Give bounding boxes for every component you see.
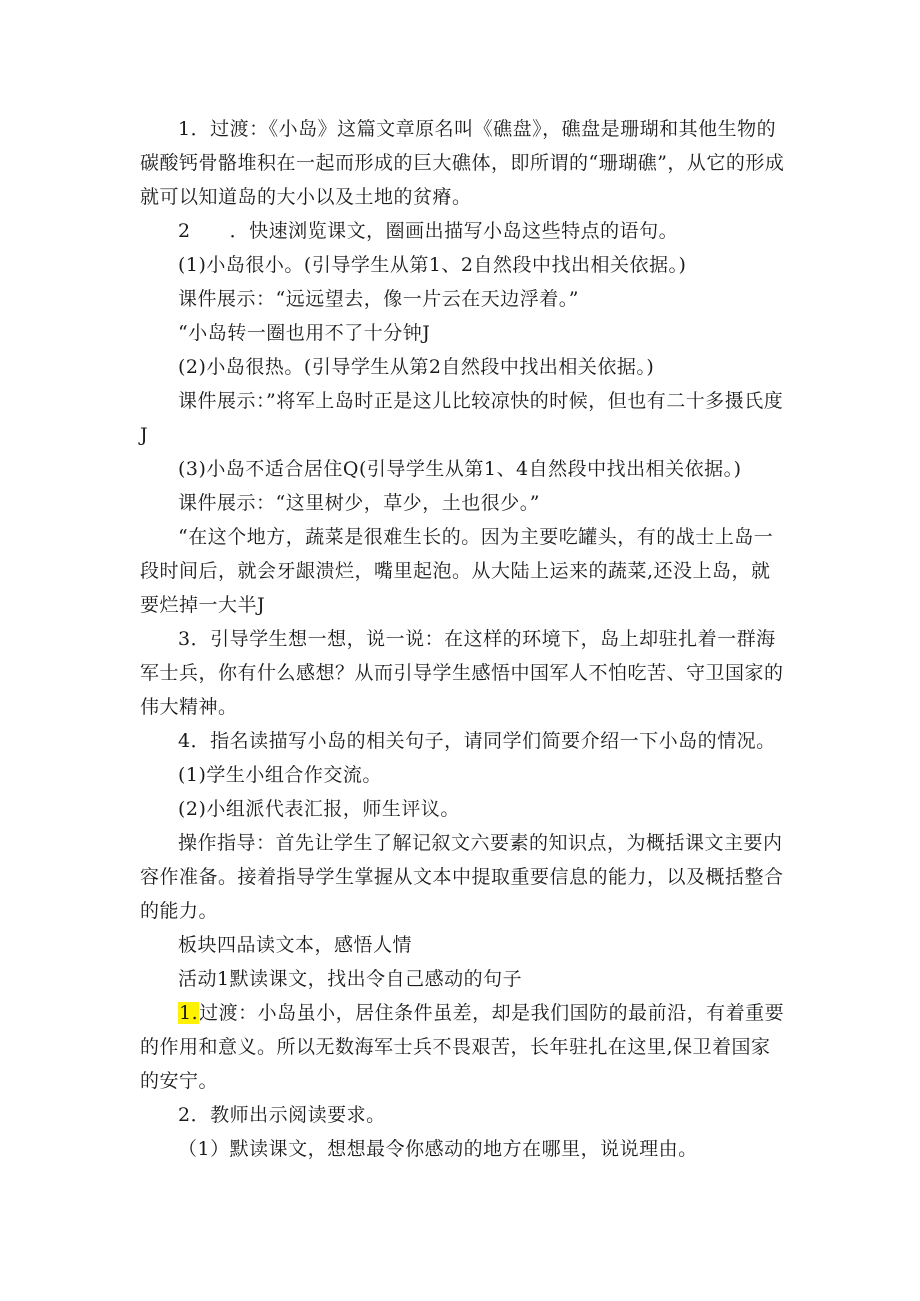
paragraph-5: “小岛转一圈也用不了十分钟J bbox=[178, 322, 431, 344]
paragraph-13: (1)学生小组合作交流。 bbox=[178, 764, 382, 786]
paragraph-8: (3)小岛不适合居住Q(引导学生从第1、4自然段中找出相关依据。) bbox=[178, 458, 742, 480]
paragraph-15: 操作指导：首先让学生了解记叙文六要素的知识点，为概括课文主要内容作准备。接着指导学生掌握从文本中提取重要信息的能力，以及概括整合的能力。 bbox=[140, 832, 784, 922]
document-body bbox=[140, 112, 790, 1166]
highlighted-paragraph bbox=[140, 996, 790, 1098]
paragraph-1: 1．过渡：《小岛》这篇文章原名叫《礁盘》，礁盘是珊瑚和其他生物的碳酸钙骨骼堆积在一起而形成的巨大礁体，即所谓的“珊瑚礁”，从它的形成就可以知道岛的大小以及土地的贫瘠。 bbox=[140, 118, 785, 208]
paragraph-6: (2)小岛很热。(引导学生从第2自然段中找出相关依据。) bbox=[178, 356, 655, 378]
highlighted-paragraph-text: 过渡：小岛虽小，居住条件虽差，却是我们国防的最前沿，有着重要的作用和意义。所以无数海军士兵不畏艰苦，长年驻扎在这里,保卫着国家的安宁。 bbox=[140, 1002, 785, 1092]
section-heading: 板块四品读文本，感悟人情 bbox=[178, 934, 413, 956]
paragraph-after-2: （1）默读课文，想想最令你感动的地方在哪里，说说理由。 bbox=[178, 1138, 698, 1160]
paragraph-after-1: 2．教师出示阅读要求。 bbox=[178, 1104, 386, 1126]
activity-heading: 活动1默读课文，找出令自己感动的句子 bbox=[178, 968, 523, 990]
paragraph-3: (1)小岛很小。(引导学生从第1、2自然段中找出相关依据。) bbox=[178, 254, 687, 276]
paragraph-7: 课件展示：”将军上岛时正是这儿比较凉快的时候，但也有二十多摄氏度J bbox=[140, 390, 784, 446]
paragraph-10: “在这个地方，蔬菜是很难生长的。因为主要吃罐头，有的战士上岛一段时间后，就会牙龈溃烂，嘴里起泡。从大陆上运来的蔬菜,还没上岛，就要烂掉一大半J bbox=[140, 526, 774, 616]
paragraph-12: 4．指名读描写小岛的相关句子，请同学们简要介绍一下小岛的情况。 bbox=[178, 730, 776, 752]
paragraph-9: 课件展示：“这里树少，草少，土也很少。” bbox=[178, 492, 540, 514]
paragraph-14: (2)小组派代表汇报，师生评议。 bbox=[178, 798, 460, 820]
highlight-marker: 1. bbox=[179, 1002, 199, 1024]
paragraph-11: 3．引导学生想一想，说一说：在这样的环境下，岛上却驻扎着一群海军士兵，你有什么感想？从而引导学生感悟中国军人不怕吃苦、守卫国家的伟大精神。 bbox=[140, 628, 784, 718]
paragraph-2: 2 ．快速浏览课文，圈画出描写小岛这些特点的语句。 bbox=[178, 220, 679, 242]
paragraph-4: 课件展示：“远远望去，像一片云在天边浮着。” bbox=[178, 288, 579, 310]
